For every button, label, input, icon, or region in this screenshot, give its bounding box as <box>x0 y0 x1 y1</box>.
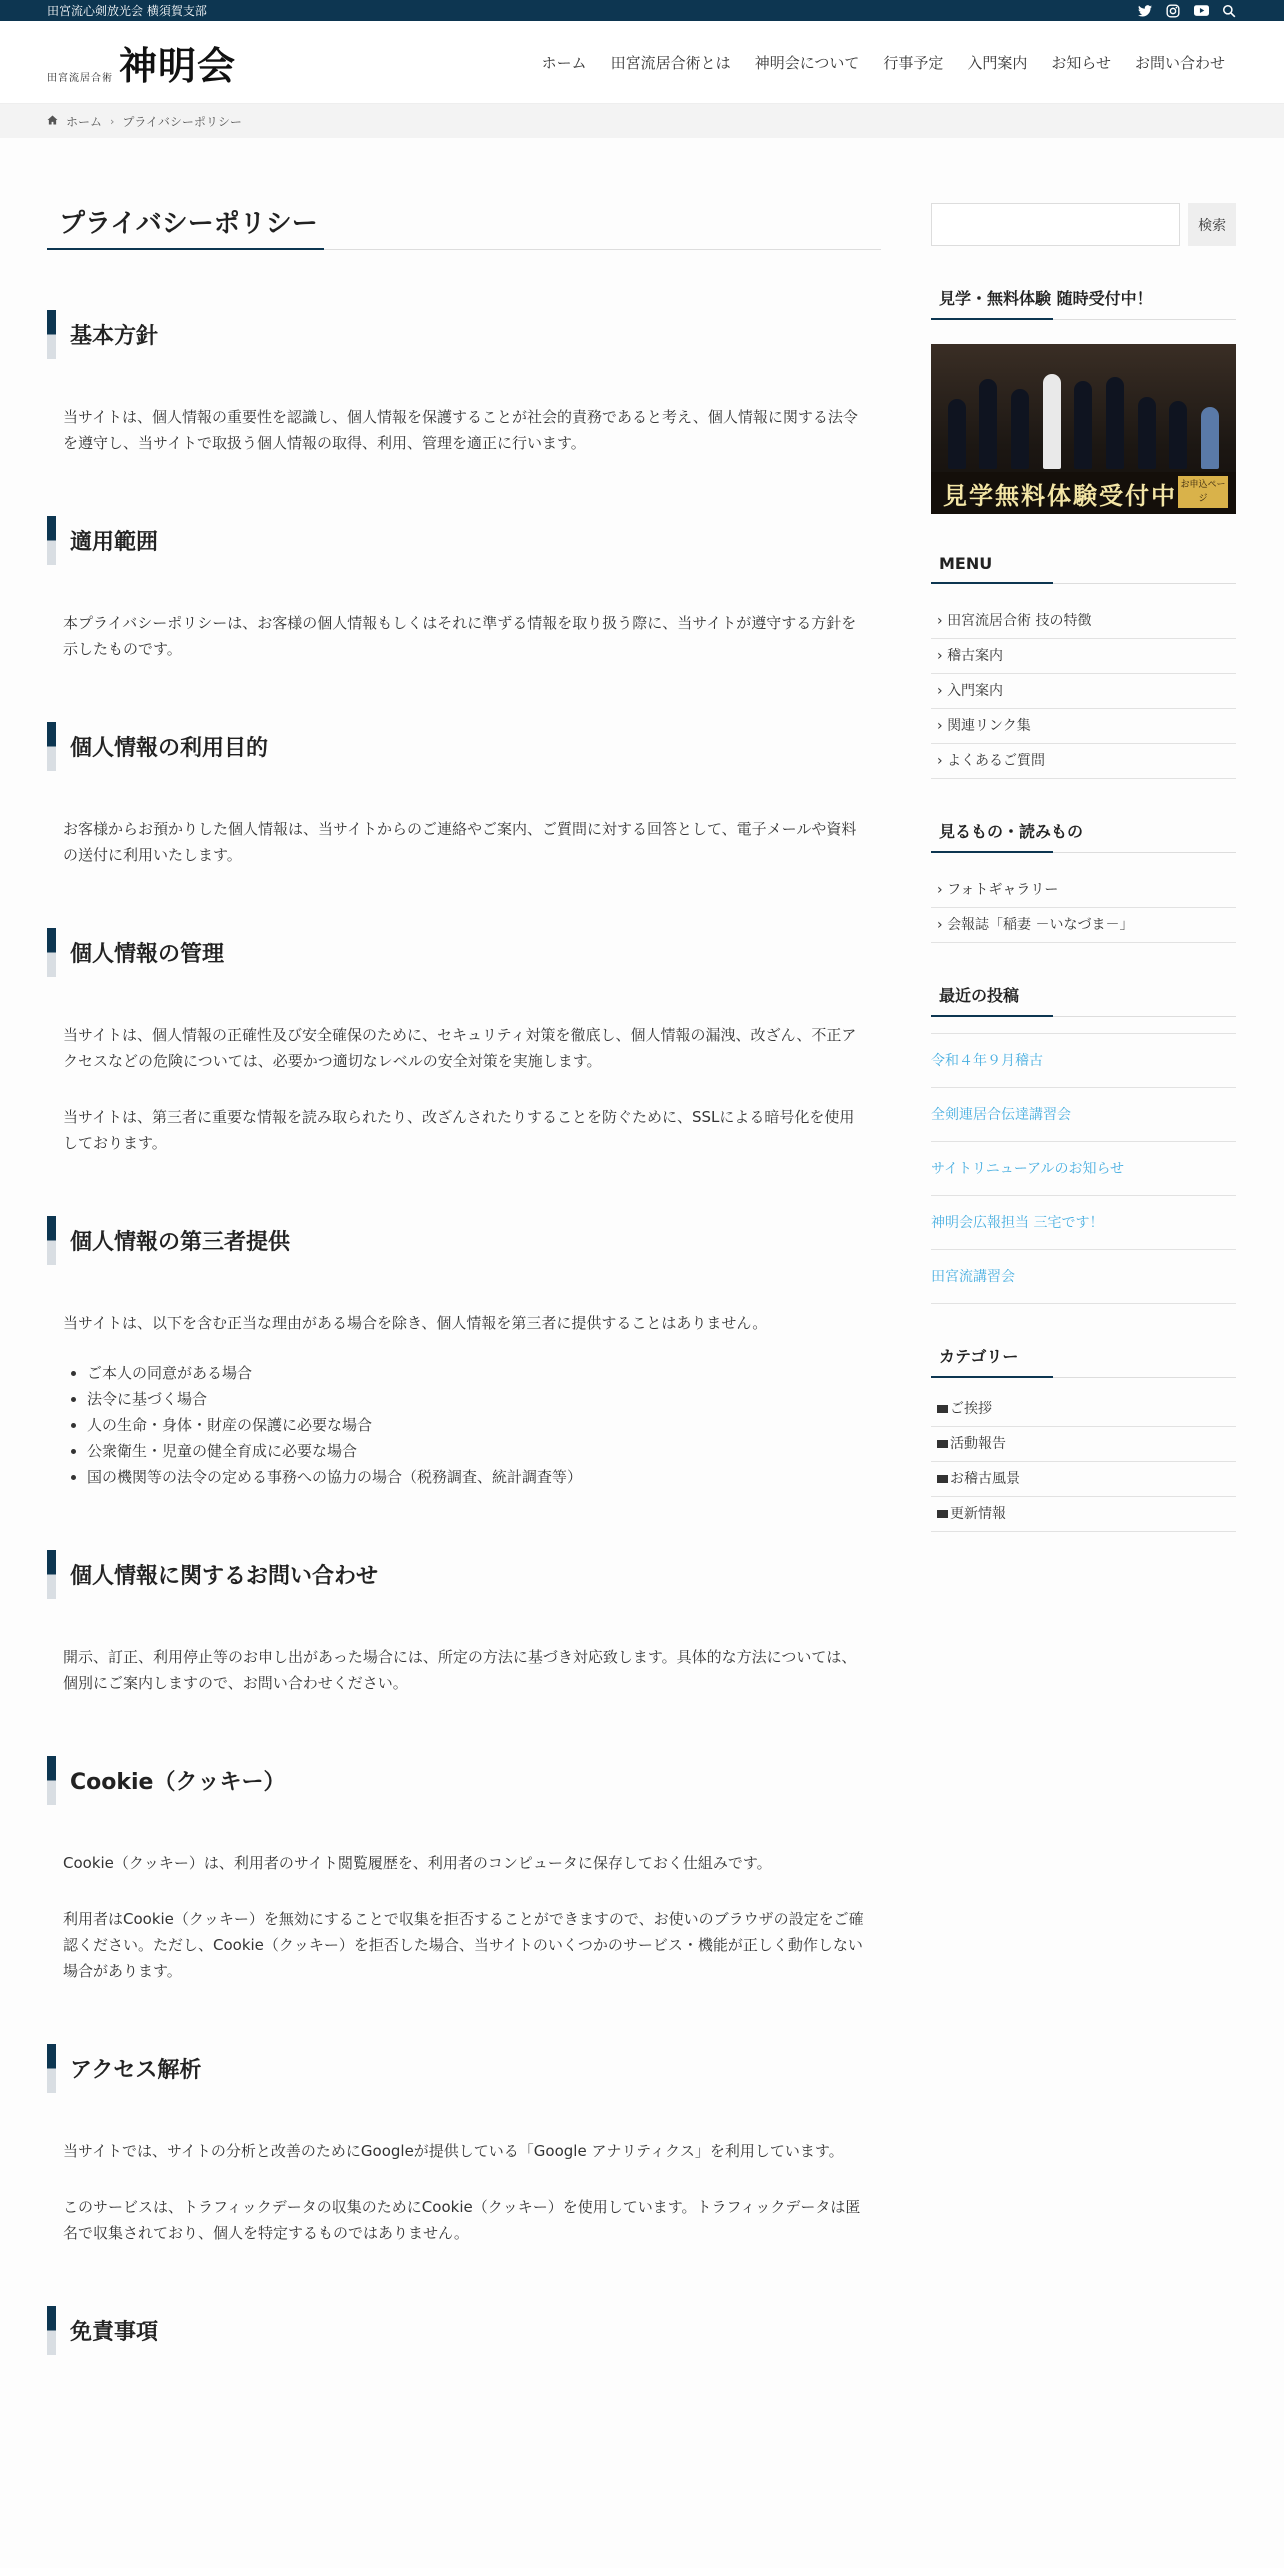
widget-reading <box>931 819 1236 943</box>
menu-item[interactable]: › 稽古案内 <box>931 639 1236 674</box>
section-paragraph: Cookie（クッキー）は、利用者のサイト閲覧履歴を、利用者のコンピュータに保存しておく仕組みです。 <box>63 1854 772 1872</box>
section-paragraph: 当サイトは、以下を含む正当な理由がある場合を除き、個人情報を第三者に提供することはありません。 <box>63 1314 768 1332</box>
section-paragraph: 開示、訂正、利用停止等のお申し出があった場合には、所定の方法に基づき対応致します。具体的な方法については、個別にご案内しますので、お問い合わせください。 <box>63 1648 857 1692</box>
chevron-right-icon: › <box>937 718 948 734</box>
recent-post-link[interactable]: 神明会広報担当 三宅です！ <box>931 1196 1236 1250</box>
site-header <box>0 21 1284 104</box>
heading-accent-bar <box>47 928 56 977</box>
list-item: • 公衆衛生・児童の健全育成に必要な場合 <box>87 1438 865 1464</box>
list-item: • 法令に基づく場合 <box>87 1386 865 1412</box>
folder-icon <box>937 1510 948 1518</box>
nav-item-contact[interactable]: お問い合わせ <box>1134 53 1225 72</box>
search-button[interactable]: 検索 <box>1188 203 1236 246</box>
section-paragraph: このサービスは、トラフィックデータの収集のためにCookie（クッキー）を使用しています。トラフィックデータは匿名で収集されており、個人を特定するものではありません。 <box>63 2198 861 2242</box>
recent-post-link[interactable]: サイトリニューアルのお知らせ <box>931 1142 1236 1196</box>
heading-accent-bar <box>47 1756 56 1805</box>
heading-accent-bar <box>47 2044 56 2093</box>
chevron-right-icon: › <box>937 683 948 699</box>
widget-title: 見るもの・読みもの <box>931 819 1236 853</box>
category-item[interactable]: お稽古風景 <box>931 1462 1236 1497</box>
main-content <box>47 138 881 2400</box>
top-bar <box>0 0 1284 21</box>
page-title: プライバシーポリシー <box>47 203 881 250</box>
section-scope <box>47 516 881 662</box>
section-heading: 個人情報に関するお問い合わせ <box>70 1564 379 1589</box>
list-item: • ご本人の同意がある場合 <box>87 1360 865 1386</box>
heading-accent-bar <box>47 516 56 565</box>
nav-item-schedule[interactable]: 行事予定 <box>883 53 944 72</box>
section-heading: アクセス解析 <box>70 2058 202 2083</box>
section-paragraph: お客様からお預かりした個人情報は、当サイトからのご連絡やご案内、ご質問に対する回答として、電子メールや資料の送付に利用いたします。 <box>63 820 857 864</box>
widget-title: 最近の投稿 <box>931 983 1236 1017</box>
search-icon[interactable] <box>1221 3 1237 19</box>
chevron-right-icon: › <box>937 613 948 629</box>
section-paragraph: 本プライバシーポリシーは、お客様の個人情報もしくはそれに準ずる情報を取り扱う際に、当サイトが遵守する方針を示したものです。 <box>63 614 857 658</box>
chevron-right-icon: › <box>937 753 948 769</box>
widget-title: 見学・無料体験 随時受付中！ <box>931 286 1236 320</box>
menu-item[interactable]: › フォトギャラリー <box>931 873 1236 908</box>
sidebar-search <box>931 203 1236 246</box>
section-heading: Cookie（クッキー） <box>70 1770 286 1795</box>
section-analytics <box>47 2044 881 2246</box>
section-disclaimer <box>47 2306 881 2355</box>
chevron-right-icon: › <box>110 114 115 128</box>
section-purpose <box>47 722 881 868</box>
logo-main-text: 神明会 <box>119 42 237 88</box>
widget-recent-posts <box>931 983 1236 1304</box>
widget-categories <box>931 1344 1236 1532</box>
section-heading: 個人情報の第三者提供 <box>70 1230 291 1255</box>
widget-trial <box>931 286 1236 514</box>
chevron-right-icon: › <box>937 882 948 898</box>
group-photo <box>941 364 1226 469</box>
category-item[interactable]: 活動報告 <box>931 1427 1236 1462</box>
folder-icon <box>937 1405 948 1413</box>
section-paragraph: 当サイトは、個人情報の重要性を認識し、個人情報を保護することが社会的責務であると考え、個人情報に関する法令を遵守し、当サイトで取扱う個人情報の取得、利用、管理を適正に行います。 <box>63 408 858 452</box>
widget-title: カテゴリー <box>931 1344 1236 1378</box>
menu-item[interactable]: › 田宮流居合術 技の特徴 <box>931 604 1236 639</box>
menu-item[interactable]: › 入門案内 <box>931 674 1236 709</box>
menu-item[interactable]: › 会報誌「稲妻 －いなづま－」 <box>931 908 1236 943</box>
breadcrumb <box>0 104 1284 138</box>
section-basic-policy <box>47 310 881 456</box>
nav-item-about-shinmeikai[interactable]: 神明会について <box>754 53 860 72</box>
list-item: • 人の生命・身体・財産の保護に必要な場合 <box>87 1412 865 1438</box>
breadcrumb-home[interactable]: ホーム <box>66 114 103 129</box>
recent-post-link[interactable]: 令和４年９月稽古 <box>931 1034 1236 1088</box>
section-paragraph: 当サイトでは、サイトの分析と改善のためにGoogleが提供している「Google アナリティクス」を利用しています。 <box>63 2142 844 2160</box>
menu-item[interactable]: › よくあるご質問 <box>931 744 1236 779</box>
site-logo[interactable] <box>47 35 236 90</box>
home-icon <box>47 114 58 128</box>
category-item[interactable]: ご挨拶 <box>931 1392 1236 1427</box>
heading-accent-bar <box>47 1550 56 1599</box>
section-paragraph: 当サイトは、個人情報の正確性及び安全確保のために、セキュリティ対策を徹底し、個人情報の漏洩、改ざん、不正アクセスなどの危険については、必要かつ適切なレベルの安全対策を実施します。 <box>63 1026 857 1070</box>
heading-accent-bar <box>47 722 56 771</box>
youtube-icon[interactable] <box>1193 3 1209 19</box>
search-input[interactable] <box>931 203 1180 246</box>
global-nav <box>530 52 1237 73</box>
heading-accent-bar <box>47 2306 56 2355</box>
section-third-party <box>47 1216 881 1490</box>
recent-post-link[interactable]: 田宮流講習会 <box>931 1250 1236 1304</box>
nav-item-about-tamiya[interactable]: 田宮流居合術とは <box>610 53 731 72</box>
nav-item-admission[interactable]: 入門案内 <box>967 53 1028 72</box>
section-heading: 適用範囲 <box>70 530 159 555</box>
third-party-list <box>47 1360 881 1490</box>
instagram-icon[interactable] <box>1165 3 1181 19</box>
breadcrumb-current: プライバシーポリシー <box>122 114 242 129</box>
heading-accent-bar <box>47 1216 56 1265</box>
banner-caption: 見学無料体験受付中 <box>931 472 1236 514</box>
logo-small-text: 田宮流居合術 <box>47 72 113 84</box>
section-heading: 個人情報の管理 <box>70 942 225 967</box>
nav-item-news[interactable]: お知らせ <box>1051 53 1111 72</box>
section-heading: 基本方針 <box>70 324 159 349</box>
category-item[interactable]: 更新情報 <box>931 1497 1236 1532</box>
sidebar <box>931 138 1236 2400</box>
social-icons <box>1137 3 1237 19</box>
widget-menu <box>931 554 1236 779</box>
section-paragraph: 当サイトは、第三者に重要な情報を読み取られたり、改ざんされたりすることを防ぐために、SSLによる暗号化を使用しております。 <box>63 1108 855 1152</box>
twitter-icon[interactable] <box>1137 3 1153 19</box>
section-heading: 免責事項 <box>70 2320 159 2345</box>
folder-icon <box>937 1475 948 1483</box>
heading-accent-bar <box>47 310 56 359</box>
trial-banner-image[interactable] <box>931 344 1236 514</box>
menu-item[interactable]: › 関連リンク集 <box>931 709 1236 744</box>
section-management <box>47 928 881 1156</box>
nav-item-home[interactable]: ホーム <box>541 53 587 72</box>
list-item: • 国の機関等の法令の定める事務への協力の場合（税務調査、統計調査等） <box>87 1464 865 1490</box>
section-heading: 個人情報の利用目的 <box>70 736 269 761</box>
banner-badge[interactable]: お申込ページ <box>1178 476 1228 508</box>
widget-title: MENU <box>931 554 1236 584</box>
section-paragraph: 利用者はCookie（クッキー）を無効にすることで収集を拒否することができますので、お使いのブラウザの設定をご確認ください。ただし、Cookie（クッキー）を拒否した場合、当サイトのいくつかのサービス・機能が正しく動作しない場合があります。 <box>63 1910 864 1980</box>
recent-post-link[interactable]: 全剣連居合伝達講習会 <box>931 1088 1236 1142</box>
section-inquiry <box>47 1550 881 1696</box>
chevron-right-icon: › <box>937 917 948 933</box>
folder-icon <box>937 1440 948 1448</box>
section-cookie <box>47 1756 881 1984</box>
chevron-right-icon: › <box>937 648 948 664</box>
site-tagline: 田宮流心剣放光会 横須賀支部 <box>47 4 207 18</box>
